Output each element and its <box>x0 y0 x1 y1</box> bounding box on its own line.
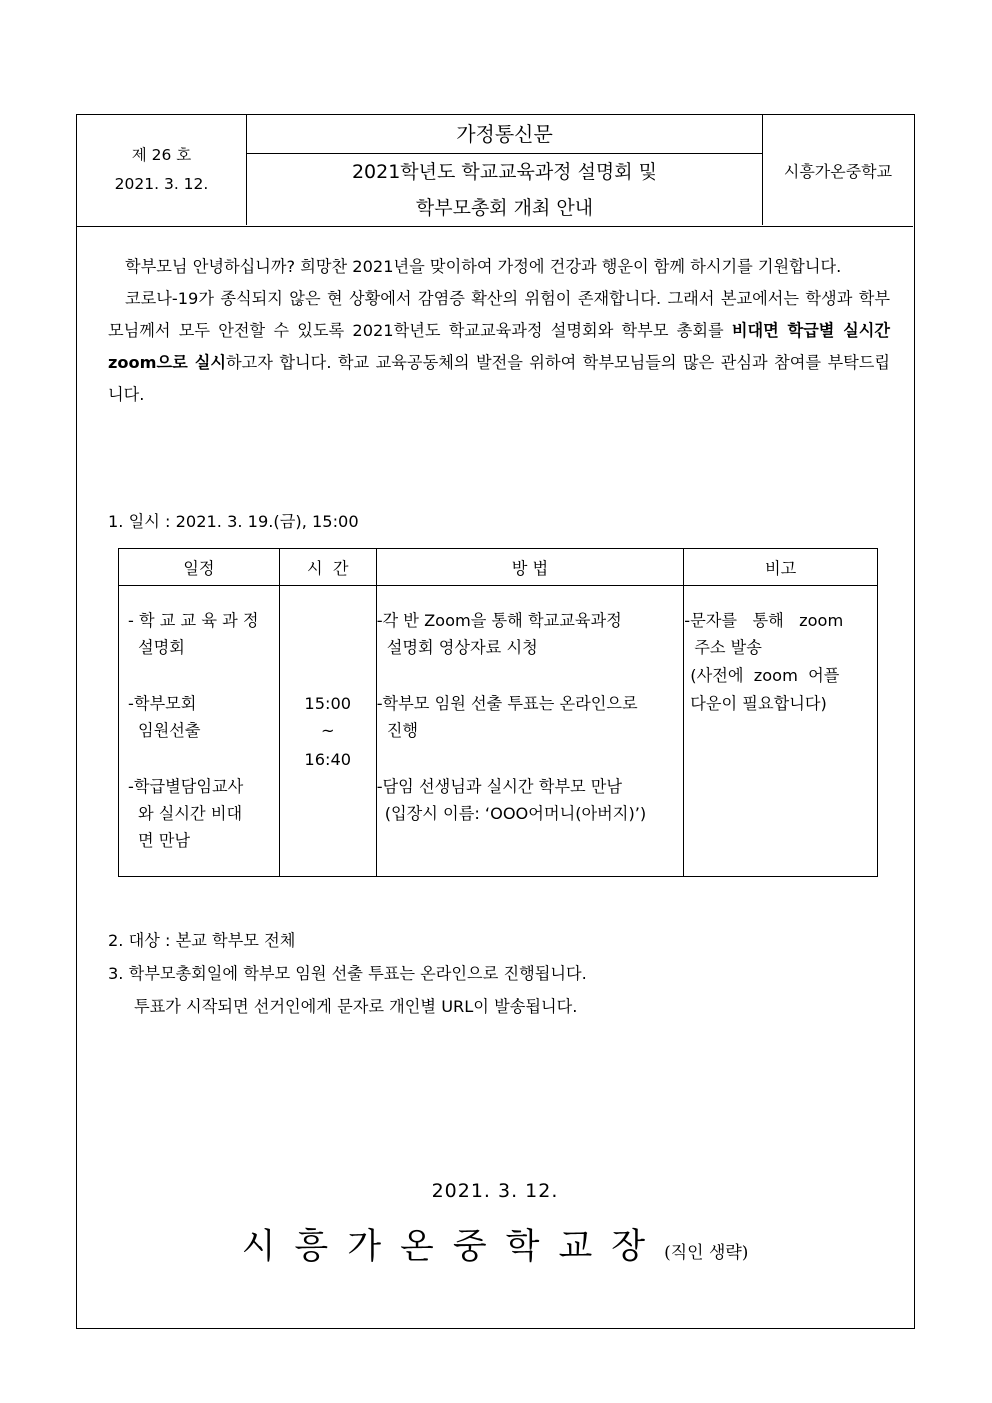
intro-text <box>108 251 890 411</box>
intro-p2-part2: 하고자 합니다. 학교 교육공동체의 발전을 위하여 학부모님들의 많은 관심과 참여를 부탁드립니다. <box>108 353 890 404</box>
cell-method <box>376 586 684 877</box>
newsletter-frame <box>76 114 915 1329</box>
note-line: 다운이 필요합니다) <box>690 694 827 713</box>
time-separator: ~ <box>320 721 335 740</box>
issue-info <box>77 115 247 225</box>
schedule-table <box>118 548 878 877</box>
section-1-datetime: 1. 일시 : 2021. 3. 19.(금), 15:00 <box>108 512 359 531</box>
schedule-line: - 학 교 교 육 과 정 <box>128 611 259 630</box>
schedule-line: -학부모회 <box>128 694 197 713</box>
issue-date: 2021. 3. 12. <box>114 175 209 193</box>
principal-title: 시흥가온중학교장 <box>241 1227 665 1267</box>
note-line: (사전에 zoom 어플 <box>690 666 840 685</box>
table-row <box>119 586 878 877</box>
intro-p2-bold: 비대면 학급별 실시간 zoom으로 실시 <box>108 321 890 372</box>
intro-paragraph-1: 학부모님 안녕하십니까? 희망찬 2021년을 맞이하여 가정에 건강과 행운이 함께 하시기를 기원합니다. <box>125 257 842 276</box>
principal-signature <box>77 1219 913 1269</box>
title-block <box>247 115 763 225</box>
note-line: -문자를 통해 zoom <box>684 611 844 630</box>
issue-number: 제 26 호 <box>131 146 192 164</box>
table-header-row <box>119 549 878 586</box>
cell-note <box>684 586 878 877</box>
method-line: -담임 선생님과 실시간 학부모 만남 <box>376 777 623 796</box>
intro-paragraph-2 <box>108 283 890 411</box>
document-header <box>77 115 913 227</box>
doc-title-line1: 2021학년도 학교교육과정 설명회 및 <box>351 161 658 183</box>
vote-notice-line2: 투표가 시작되면 선거인에게 문자로 개인별 URL이 발송됩니다. <box>134 997 578 1016</box>
schedule-line: 면 만남 <box>138 831 191 850</box>
method-line: -학부모 임원 선출 투표는 온라인으로 <box>376 694 638 713</box>
header-time: 시 간 <box>279 549 376 586</box>
schedule-line: 임원선출 <box>138 721 201 740</box>
schedule-line: -학급별담임교사 <box>128 777 244 796</box>
footer-date: 2021. 3. 12. <box>431 1180 559 1202</box>
schedule-line: 설명회 <box>138 638 185 657</box>
school-name: 시흥가온중학교 <box>783 161 893 181</box>
header-method: 방 법 <box>376 549 684 586</box>
header-schedule: 일정 <box>119 549 280 586</box>
vote-notice-line1: 3. 학부모총회일에 학부모 임원 선출 투표는 온라인으로 진행됩니다. <box>108 964 587 983</box>
intro-p2-part1: 코로나-19가 종식되지 않은 현 상황에서 감염증 확산의 위험이 존재합니다. 그래서 본교에서는 학생과 학부모님께서 모두 안전할 수 있도록 2021학년도 학교교육과정 설명회와 학부모 총회를 <box>108 289 890 340</box>
section-2-3 <box>108 924 587 1023</box>
time-end: 16:40 <box>304 750 352 769</box>
method-line: -각 반 Zoom을 통해 학교교육과정 <box>376 611 622 630</box>
cell-schedule <box>119 586 280 877</box>
seal-note: (직인 생략) <box>664 1243 749 1263</box>
cell-time <box>279 586 376 877</box>
schedule-line: 와 실시간 비대 <box>138 804 243 823</box>
doc-title-line2: 학부모총회 개최 안내 <box>415 197 594 219</box>
time-start: 15:00 <box>304 694 352 713</box>
method-line: (입장시 이름: ‘OOO어머니(아버지)’) <box>384 804 647 823</box>
target-audience: 2. 대상 : 본교 학부모 전체 <box>108 931 296 950</box>
doc-type: 가정통신문 <box>247 115 762 154</box>
note-line: 주소 발송 <box>694 638 762 657</box>
method-line: 진행 <box>386 721 418 740</box>
method-line: 설명회 영상자료 시청 <box>386 638 538 657</box>
header-note: 비고 <box>684 549 878 586</box>
